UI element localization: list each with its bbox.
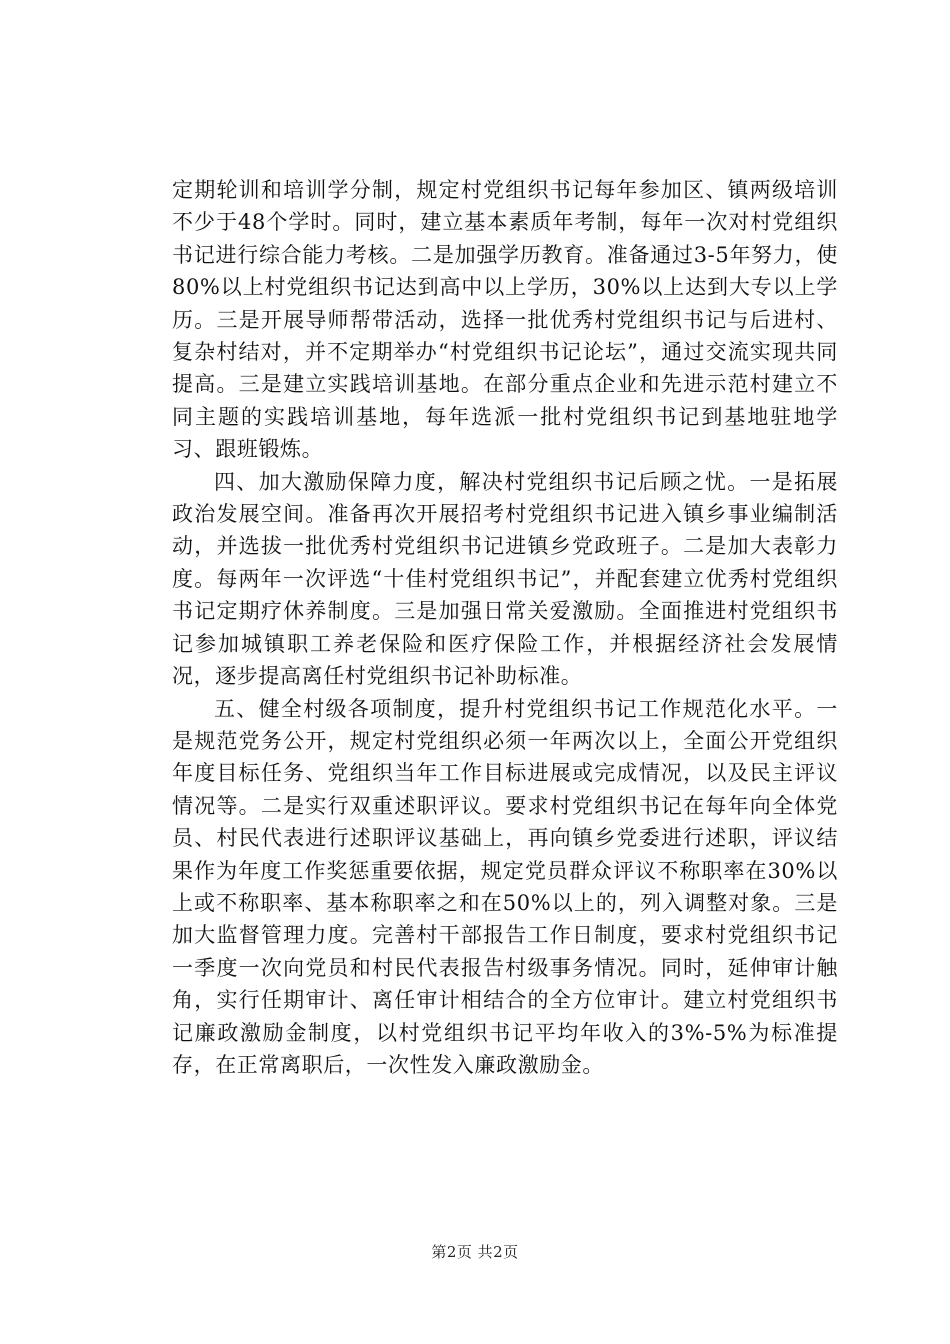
paragraph-village-systems: 五、健全村级各项制度，提升村党组织书记工作规范化水平。一是规范党务公开，规定村党组织必须一年两次以上，全面公开党组织年度目标任务、党组织当年工作目标进展或完成情况，以及民主评议情况等。二是实行双重述职评议。要求村党组织书记在每年向全体党员、村民代表进行述职评议基础上，再向镇乡党委进行述职，评议结果作为年度工作奖惩重要依据，规定党员群众评议不称职率在30%以上或不称职率、基本称职率之和在50%以上的，列入调整对象。三是加大监督管理力度。完善村干部报告工作日制度，要求村党组织书记一季度一次向党员和村民代表报告村级事务情况。同时，延伸审计触角，实行任期审计、离任审计相结合的全方位审计。建立村党组织书记廉政激励金制度，以村党组织书记平均年收入的3%-5%为标准提存，在正常离职后，一次性发入廉政激励金。 [172,696,838,1077]
page-number-footer: 第2页 共2页 [431,1243,519,1261]
document-body [172,174,838,1081]
paragraph-training-continued: 定期轮训和培训学分制，规定村党组织书记每年参加区、镇两级培训不少于48个学时。同时，建立基本素质年考制，每年一次对村党组织书记进行综合能力考核。二是加强学历教育。准备通过3-5年努力，使80%以上村党组织书记达到高中以上学历，30%以上达到大专以上学历。三是开展导师帮带活动，选择一批优秀村党组织书记与后进村、复杂村结对，并不定期举办“村党组织书记论坛”，通过交流实现共同提高。三是建立实践培训基地。在部分重点企业和先进示范村建立不同主题的实践培训基地，每年选派一批村党组织书记到基地驻地学习、跟班锻炼。 [172,178,838,462]
paragraph-incentive-guarantee: 四、加大激励保障力度，解决村党组织书记后顾之忧。一是拓展政治发展空间。准备再次开展招考村党组织书记进入镇乡事业编制活动，并选拔一批优秀村党组织书记进镇乡党政班子。二是加大表彰力度。每两年一次评选“十佳村党组织书记”，并配套建立优秀村党组织书记定期疗休养制度。三是加强日常关爱激励。全面推进村党组织书记参加城镇职工养老保险和医疗保险工作，并根据经济社会发展情况，逐步提高离任村党组织书记补助标准。 [172,469,838,689]
